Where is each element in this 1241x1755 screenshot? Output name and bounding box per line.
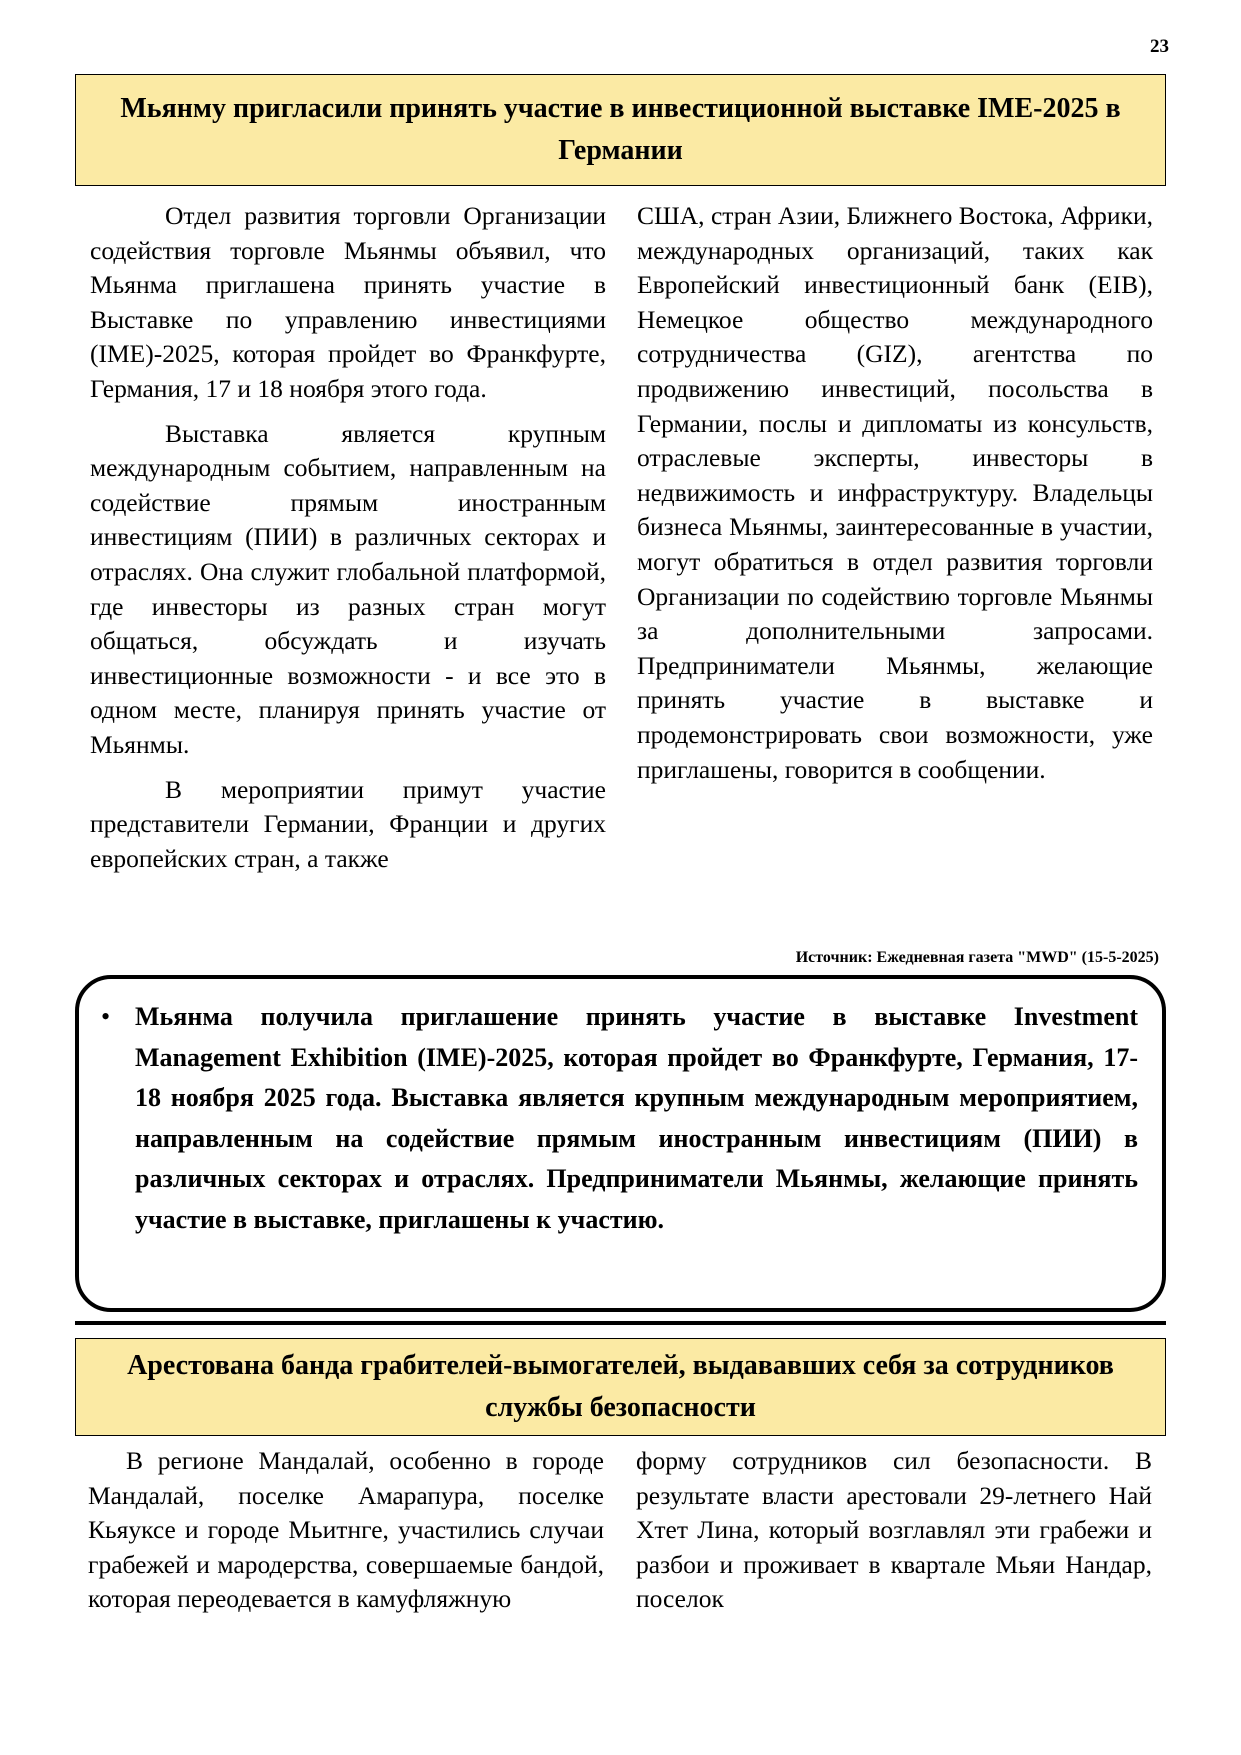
article1-paragraph-3: В мероприятии примут участие представители Германии, Франции и других европейских стран, а также [90, 774, 606, 873]
article1-right-column [637, 199, 1153, 787]
article1-paragraph-2: Выставка является крупным международным событием, направленным на содействие прямым иностранным инвестициям (ПИИ) в различных секторах и отраслях. Она служит глобальной платформой, где инвесторы из разных стран могут общаться, обсуждать и изучать инвестиционные возможности - и все это в одном месте, планируя принять участие от Мьянмы. [90, 418, 606, 759]
article1-paragraph-continued: США, стран Азии, Ближнего Востока, Африки, международных организаций, таких как Европейский инвестиционный банк (EIB), Немецкое общество международного сотрудничества (GIZ), агентства по продвижению инвестиций, посольства в Германии, послы и дипломаты из консульств, отраслевые эксперты, инвесторы в недвижимость и инфраструктуру. Владельцы бизнеса Мьянмы, заинтересованные в участии, могут обратиться в отдел развития торговли Организации по содействию торговле Мьянмы за дополнительными запросами. Предприниматели Мьянмы, желающие принять участие в выставке и продемонстрировать свои возможности, уже приглашены, говорится в сообщении. [637, 201, 1153, 784]
article2-paragraph-1: В регионе Мандалай, особенно в городе Мандалай, поселке Амарапура, поселке Кьяуксе и городе Мьитнге, участились случаи грабежей и мародерства, совершаемые бандой, которая переодевается в камуфляжную [88, 1446, 604, 1614]
article2-left-column [88, 1444, 604, 1617]
article2-paragraph-continued: форму сотрудников сил безопасности. В результате власти арестовали 29-летнего Най Хтет Лина, который возглавлял эти грабежи и разбои и проживает в квартале Мьяи Нандар, поселок [636, 1446, 1152, 1614]
article2-headline: Арестована банда грабителей-вымогателей, выдававших себя за сотрудников службы безопасности [75, 1338, 1166, 1436]
section-divider [75, 1321, 1166, 1325]
bullet-icon: • [101, 1002, 111, 1031]
article1-summary-box [75, 975, 1166, 1312]
article1-summary-text: Мьянма получила приглашение принять участие в выставке Investment Management Exhibition (IME)-2025, которая пройдет во Франкфурте, Германия, 17-18 ноября 2025 года. Выставка является крупным международным мероприятием, направленным на содействие прямым иностранным инвестициям (ПИИ) в различных секторах и отраслях. Предприниматели Мьянмы, желающие принять участие в выставке, приглашены к участию. [135, 1002, 1138, 1234]
article1-headline: Мьянму пригласили принять участие в инвестиционной выставке IME-2025 в Германии [75, 74, 1166, 186]
article1-source: Источник: Ежедневная газета "MWD" (15-5-2025) [795, 949, 1159, 966]
page-number: 23 [1150, 36, 1169, 57]
article1-paragraph-1: Отдел развития торговли Организации содействия торговле Мьянмы объявил, что Мьянма приглашена принять участие в Выставке по управлению инвестициями (IME)-2025, которая пройдет во Франкфурте, Германия, 17 и 18 ноября этого года. [90, 201, 606, 403]
article2-right-column [636, 1444, 1152, 1617]
article1-left-column [90, 199, 606, 876]
